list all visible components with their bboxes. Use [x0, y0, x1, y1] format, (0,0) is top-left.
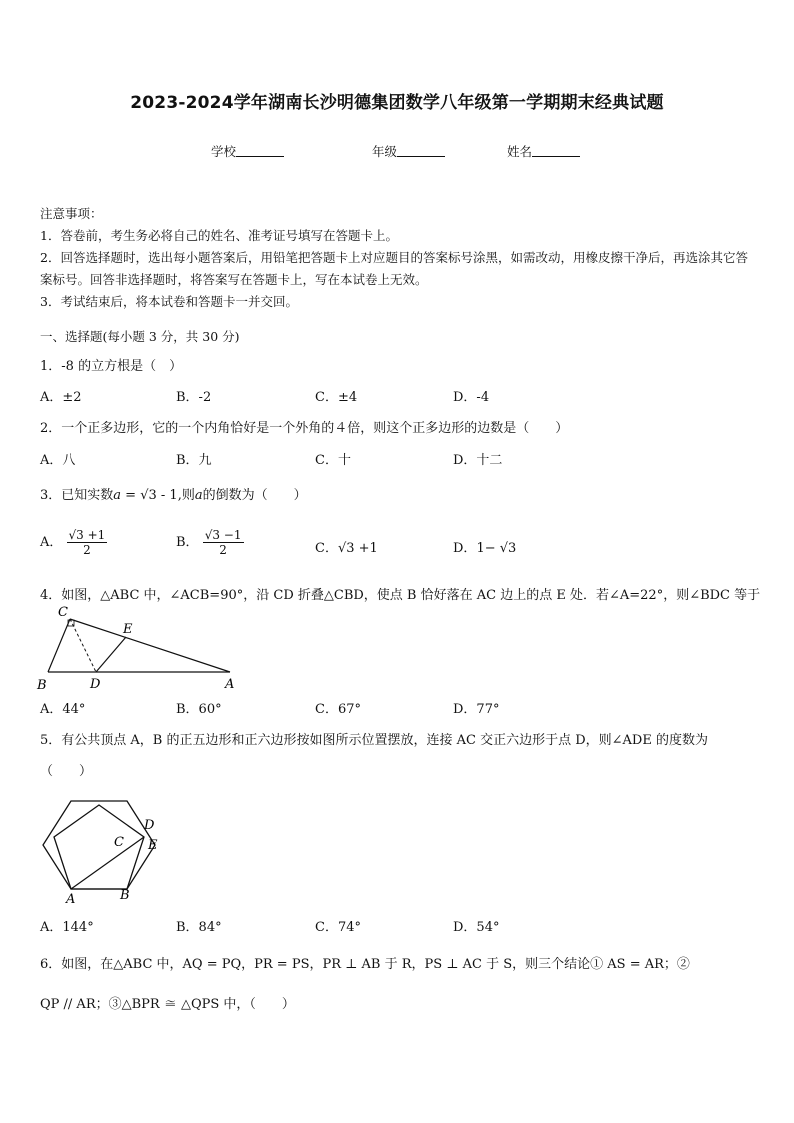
q5-polygon-figure: [38, 795, 178, 907]
q3-option-c: C．√3 +1: [315, 541, 378, 556]
q3-option-b: B． $\frac{√3 -1}{2}$: [176, 528, 242, 557]
q2-option-b: B．九: [176, 453, 212, 468]
q5-label-a: A: [66, 892, 76, 907]
q4-label-e: E: [123, 622, 133, 637]
q2-option-c: C．十: [315, 453, 351, 468]
grade-blank: [397, 144, 445, 157]
question-6-line-2: QP // AR；③△BPR ≅ △QPS 中，（ ）: [40, 997, 295, 1012]
notes-heading: 注意事项：: [40, 206, 103, 221]
q4-label-d: D: [90, 677, 101, 692]
q2-option-d: D．十二: [453, 453, 503, 468]
q5-option-c: C．74°: [315, 920, 361, 935]
page-title: 2023-2024学年湖南长沙明德集团数学八年级第一学期期末经典试题: [130, 93, 664, 113]
school-blank: [236, 144, 284, 157]
q3-a-fraction: $\frac{√3 +1}{2}$: [68, 528, 106, 557]
question-4-stem: 4．如图，△ABC 中，∠ACB=90°，沿 CD 折叠△CBD，使点 B 恰好落在 AC 边上的点 E 处．若∠A=22°，则∠BDC 等于: [40, 588, 761, 603]
q1-option-d: D．-4: [453, 390, 490, 405]
question-1-stem: 1．-8 的立方根是（ ）: [40, 359, 183, 374]
q5-option-b: B．84°: [176, 920, 222, 935]
q4-triangle-figure: [30, 604, 250, 696]
grade-field: 年级: [372, 142, 445, 160]
note-item-1: 1．答卷前，考生务必将自己的姓名、准考证号填写在答题卡上。: [40, 228, 398, 243]
name-field: 姓名: [507, 142, 580, 160]
q1-option-c: C．±4: [315, 390, 358, 405]
question-2-stem: 2．一个正多边形，它的一个内角恰好是一个外角的４倍，则这个正多边形的边数是（ ）: [40, 421, 569, 436]
section-heading: 一、选择题(每小题 3 分，共 30 分): [40, 329, 240, 344]
note-item-3: 3．考试结束后，将本试卷和答题卡一并交回。: [40, 294, 298, 309]
q4-label-b: B: [37, 678, 47, 693]
q4-label-c: C: [58, 605, 68, 620]
question-3-stem: 3．已知实数a = √3 - 1,则a的倒数为（ ）: [40, 488, 307, 503]
q3-option-a: A． $\frac{√3 +1}{2}$: [40, 528, 106, 557]
question-5-paren: （ ）: [40, 764, 93, 779]
q5-option-a: A．144°: [40, 920, 94, 935]
q5-label-e: E: [148, 838, 158, 853]
q1-option-a: A．±2: [40, 390, 82, 405]
note-item-2: 2．回答选择题时，选出每小题答案后，用铅笔把答题卡上对应题目的答案标号涂黑，如需改动，用橡皮擦干净后，再选涂其它答案标号。回答非选择题时，将答案写在答题卡上，写在本试卷上无效。: [40, 250, 748, 287]
q4-label-a: A: [225, 677, 235, 692]
q5-label-c: C: [114, 835, 124, 850]
school-field: 学校: [211, 142, 284, 160]
q4-option-d: D．77°: [453, 702, 500, 717]
q3-option-d: D．1− √3: [453, 541, 517, 556]
q5-label-b: B: [120, 888, 130, 903]
q5-label-d: D: [144, 818, 155, 833]
question-6-line-1: 6．如图，在△ABC 中，AQ = PQ，PR = PS，PR ⊥ AB 于 R，PS ⊥ AC 于 S，则三个结论① AS = AR；②: [40, 957, 690, 972]
notes-block: [40, 203, 756, 313]
q5-option-d: D．54°: [453, 920, 500, 935]
q1-option-b: B．-2: [176, 390, 212, 405]
name-blank: [532, 144, 580, 157]
q3-b-fraction: $\frac{√3 -1}{2}$: [204, 528, 242, 557]
q4-option-a: A．44°: [40, 702, 86, 717]
q4-option-b: B．60°: [176, 702, 222, 717]
q2-option-a: A．八: [40, 453, 76, 468]
q4-option-c: C．67°: [315, 702, 361, 717]
question-5-stem: 5．有公共顶点 A，B 的正五边形和正六边形按如图所示位置摆放，连接 AC 交正六边形于点 D，则∠ADE 的度数为: [40, 733, 708, 748]
